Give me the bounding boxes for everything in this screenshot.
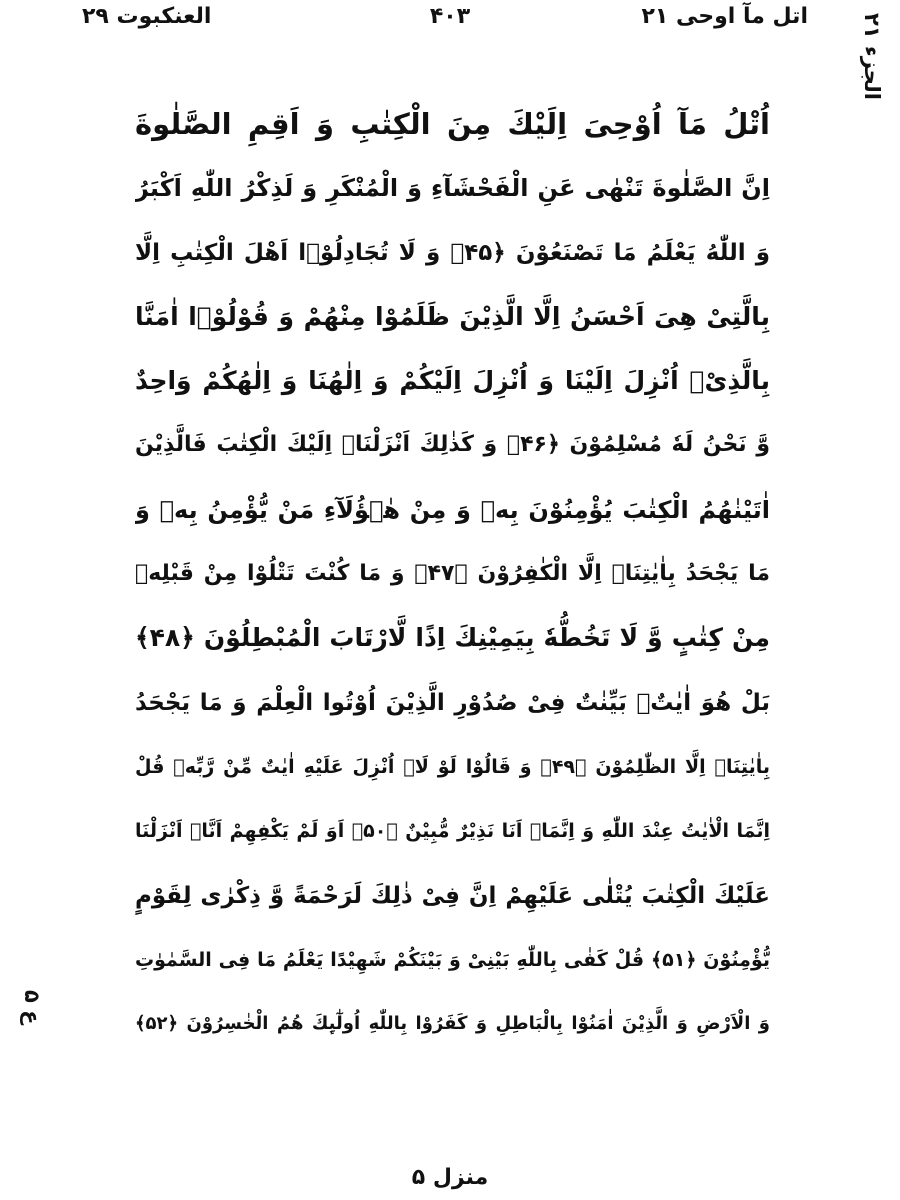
manzil-footer: منزل ۵ [411,1165,489,1190]
verse-line: مَا یَجْحَدُ بِاٰیٰتِنَاۤ اِلَّا الْكٰفِرُوْنَ ﴿۴۷﴾ وَ مَا كُنْتَ تَتْلُوْا مِنْ قَبْلِهٖ [135,561,770,587]
verse-line: بَلْ هُوَ اٰیٰتٌۢ بَیِّنٰتٌ فِیْ صُدُوْرِ الَّذِیْنَ اُوْتُوا الْعِلْمَ وَ مَا یَجْحَدُ [135,689,770,716]
verse-line: عَلَیْكَ الْكِتٰبَ یُتْلٰى عَلَیْهِمْ اِنَّ فِیْ ذٰلِكَ لَرَحْمَةً وَّ ذِكْرٰى لِقَوْمٍ [135,882,770,909]
surah-name: العنکبوت ۲۹ [82,4,212,29]
page-number: ۴۰۳ [429,4,471,29]
verse-line: مِنْ كِتٰبٍ وَّ لَا تَخُطُّهٗ بِیَمِیْنِكَ اِذًا لَّارْتَابَ الْمُبْطِلُوْنَ ﴿۴۸﴾ [135,623,770,653]
verse-line: اُتْلُ مَآ اُوْحِیَ اِلَیْكَ مِنَ الْكِتٰبِ وَ اَقِمِ الصَّلٰوةَ [135,107,770,141]
verse-line: اِنَّمَا الْاٰیٰتُ عِنْدَ اللّٰهِ وَ اِنَّمَاۤ اَنَا نَذِیْرٌ مُّبِیْنٌ ﴿۵۰﴾ اَوَ لَمْ یَكْفِهِمْ اَنَّاۤ اَنْزَلْنَا [135,820,770,843]
parah-name: اتل مآ اوحی ۲۱ [641,4,808,29]
ruku-marker: ع ۵ [20,990,44,1025]
verse-line: اٰتَیْنٰهُمُ الْكِتٰبَ یُؤْمِنُوْنَ بِهٖ وَ مِنْ هٰۤؤُلَآءِ مَنْ یُّؤْمِنُ بِهٖ وَ [135,495,770,524]
page-header [0,0,900,40]
juz-marker: الجزء ۲۱ [860,13,884,100]
verse-line: وَّ نَحْنُ لَهٗ مُسْلِمُوْنَ ﴿۴۶﴾ وَ كَذٰلِكَ اَنْزَلْنَاۤ اِلَیْكَ الْكِتٰبَ فَالَّذِیْنَ [135,432,770,458]
verse-line: بِالَّذِیْۤ اُنْزِلَ اِلَیْنَا وَ اُنْزِلَ اِلَیْكُمْ وَ اِلٰهُنَا وَ اِلٰهُكُمْ وَاحِدٌ [135,366,770,396]
verse-line: وَ اللّٰهُ یَعْلَمُ مَا تَصْنَعُوْنَ ﴿۴۵﴾ وَ لَا تُجَادِلُوْۤا اَهْلَ الْكِتٰبِ اِلَّا [135,239,770,266]
verse-line: وَ الْاَرْضِ وَ الَّذِیْنَ اٰمَنُوْا بِالْبَاطِلِ وَ كَفَرُوْا بِاللّٰهِ اُولٰٓىِٕكَ هُمُ الْخٰسِرُوْنَ ﴿۵۲﴾ [135,1013,770,1035]
verse-line: بِالَّتِیْ هِیَ اَحْسَنُ اِلَّا الَّذِیْنَ ظَلَمُوْا مِنْهُمْ وَ قُوْلُوْۤا اٰمَنَّا [135,301,770,331]
verse-line: یُّؤْمِنُوْنَ ﴿۵۱﴾ قُلْ كَفٰى بِاللّٰهِ بَیْنِیْ وَ بَیْنَكُمْ شَهِیْدًا یَعْلَمُ مَا فِی السَّمٰوٰتِ [135,948,770,971]
verse-line: بِاٰیٰتِنَاۤ اِلَّا الظّٰلِمُوْنَ ﴿۴۹﴾ وَ قَالُوْا لَوْ لَاۤ اُنْزِلَ عَلَیْهِ اٰیٰتٌ مِّنْ رَّبِّهٖ قُلْ [135,755,770,778]
verse-line: اِنَّ الصَّلٰوةَ تَنْهٰى عَنِ الْفَحْشَآءِ وَ الْمُنْكَرِ وَ لَذِكْرُ اللّٰهِ اَكْبَرُ [135,174,770,203]
quran-text-block [135,92,770,1056]
